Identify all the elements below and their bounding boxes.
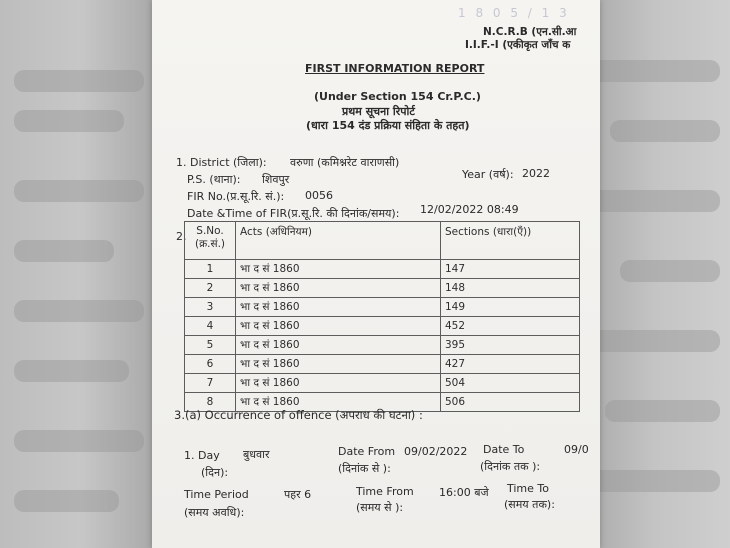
year-label: Year (वर्ष): <box>462 168 514 181</box>
act-cell: भा द सं 1860 <box>236 355 441 374</box>
fir-datetime-value: 12/02/2022 08:49 <box>420 203 519 216</box>
time-from-value: 16:00 बजे <box>439 486 489 499</box>
blur-smudge <box>14 240 114 262</box>
blur-smudge <box>590 470 720 492</box>
sno-cell: 2 <box>185 279 236 298</box>
hindi-section-text: (धारा 154 दंड प्रक्रिया संहिता के तहत) <box>306 119 470 132</box>
section-cell: 147 <box>441 260 580 279</box>
hindi-title: प्रथम सूचना रिपोर्ट <box>342 105 415 118</box>
act-cell: भा द सं 1860 <box>236 260 441 279</box>
table-row <box>185 260 580 279</box>
table-row <box>185 279 580 298</box>
police-station-label: P.S. (थाना): <box>187 173 241 186</box>
time-period-hindi-label: (समय अवधि): <box>184 506 245 519</box>
sno-cell: 4 <box>185 317 236 336</box>
time-to-label: Time To <box>507 482 549 495</box>
under-section-text: (Under Section 154 Cr.P.C.) <box>314 90 481 103</box>
acts-column-header: Acts (अधिनियम) <box>236 222 441 260</box>
ncrb-header: N.C.R.B (एन.सी.आ <box>483 26 577 38</box>
blur-smudge <box>14 70 144 92</box>
occurrence-heading: 3.(a) Occurrence of offence (अपराध की घटना) : <box>174 408 423 422</box>
acts-sections-table <box>184 221 580 412</box>
time-from-label: Time From <box>356 485 414 498</box>
blur-smudge <box>590 330 720 352</box>
act-cell: भा द सं 1860 <box>236 374 441 393</box>
document-title: FIRST INFORMATION REPORT <box>305 62 485 75</box>
act-cell: भा द सं 1860 <box>236 279 441 298</box>
time-from-hindi-label: (समय से ): <box>356 501 404 514</box>
date-to-label: Date To <box>483 443 525 456</box>
day-label: 1. Day <box>184 449 220 462</box>
blur-smudge <box>605 400 720 422</box>
blurred-background-left <box>0 0 160 548</box>
blur-smudge <box>590 190 720 212</box>
section-cell: 504 <box>441 374 580 393</box>
time-period-label: Time Period <box>184 488 249 501</box>
fir-datetime-label: Date &Time of FIR(प्र.सू.रि. की दिनांक/समय): <box>187 207 400 220</box>
sno-header-hindi: (क्र.सं.) <box>194 238 226 250</box>
blur-smudge <box>14 110 124 132</box>
table-header-row <box>185 222 580 260</box>
fir-document-page <box>152 0 600 548</box>
date-to-hindi-label: (दिनांक तक ): <box>480 460 541 473</box>
day-hindi-label: (दिन): <box>201 466 229 479</box>
police-station-value: शिवपुर <box>262 173 290 186</box>
sno-cell: 6 <box>185 355 236 374</box>
table-row <box>185 355 580 374</box>
year-value: 2022 <box>522 167 550 180</box>
section-cell: 148 <box>441 279 580 298</box>
blur-smudge <box>14 180 144 202</box>
table-row <box>185 336 580 355</box>
day-value: बुधवार <box>243 448 270 461</box>
blur-smudge <box>14 360 129 382</box>
blur-smudge <box>610 120 720 142</box>
sections-column-header: Sections (धारा(एँ)) <box>441 222 580 260</box>
time-period-value: पहर 6 <box>284 488 312 501</box>
table-row <box>185 298 580 317</box>
fir-number-value: 0056 <box>305 189 333 202</box>
blur-smudge <box>14 430 144 452</box>
blurred-background-right <box>580 0 730 548</box>
act-cell: भा द सं 1860 <box>236 317 441 336</box>
faint-reference-number: 1 8 0 5 / 1 3 <box>458 6 570 20</box>
table-row <box>185 374 580 393</box>
date-from-value: 09/02/2022 <box>404 445 468 458</box>
section-cell: 452 <box>441 317 580 336</box>
blur-smudge <box>14 490 119 512</box>
time-to-hindi-label: (समय तक): <box>504 498 555 511</box>
blur-smudge <box>620 260 720 282</box>
fir-number-label: FIR No.(प्र.सू.रि. सं.): <box>187 190 285 203</box>
sno-cell: 1 <box>185 260 236 279</box>
date-to-value: 09/0 <box>564 443 589 456</box>
district-label: 1. District (जिला): <box>176 156 267 169</box>
district-value: वरुणा (कमिश्नरेट वाराणसी) <box>290 156 400 169</box>
date-from-label: Date From <box>338 445 396 458</box>
act-cell: भा द सं 1860 <box>236 336 441 355</box>
sno-column-header <box>185 222 236 260</box>
sno-cell: 8 <box>185 393 236 412</box>
section-cell: 506 <box>441 393 580 412</box>
sno-header-label: S.No. <box>196 225 224 237</box>
section-cell: 427 <box>441 355 580 374</box>
section-cell: 395 <box>441 336 580 355</box>
iif-header: I.I.F.-I (एकीकृत जाँच क <box>465 39 571 51</box>
acts-item-number: 2. <box>176 230 187 243</box>
act-cell: भा द सं 1860 <box>236 393 441 412</box>
act-cell: भा द सं 1860 <box>236 298 441 317</box>
sno-cell: 7 <box>185 374 236 393</box>
blur-smudge <box>14 300 144 322</box>
sno-cell: 3 <box>185 298 236 317</box>
date-from-hindi-label: (दिनांक से ): <box>338 462 391 475</box>
table-row <box>185 317 580 336</box>
sno-cell: 5 <box>185 336 236 355</box>
section-cell: 149 <box>441 298 580 317</box>
blur-smudge <box>590 60 720 82</box>
